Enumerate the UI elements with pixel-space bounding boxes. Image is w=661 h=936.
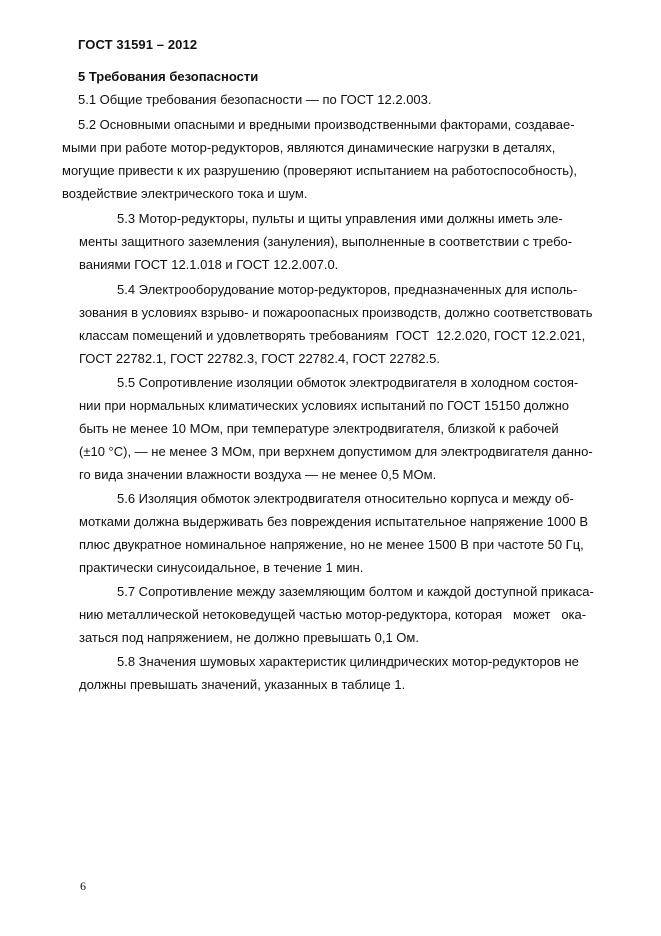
- paragraph-5-2-line-4: воздействие электрического тока и шум.: [62, 186, 308, 201]
- section-title: 5 Требования безопасности: [78, 69, 259, 84]
- paragraph-5-5-line-5: го вида значении влажности воздуха — не менее 0,5 МОм.: [79, 467, 437, 482]
- paragraph-5-2-line-3: могущие привести к их разрушению (проверяют испытанием на работоспособность),: [62, 163, 578, 178]
- paragraph-5-4-line-3: классам помещений и удовлетворять требованиям ГОСТ 12.2.020, ГОСТ 12.2.021,: [79, 328, 586, 343]
- paragraph-5-4-line-1: 5.4 Электрооборудование мотор-редукторов, предназначенных для исполь-: [117, 282, 578, 297]
- paragraph-5-7-line-2: нию металлической нетоковедущей частью мотор-редуктора, которая может ока-: [79, 607, 587, 622]
- paragraph-5-8-line-2: должны превышать значений, указанных в таблице 1.: [79, 677, 406, 692]
- paragraph-5-6-line-3: плюс двукратное номинальное напряжение, но не менее 1500 В при частоте 50 Гц,: [79, 537, 584, 552]
- paragraph-5-6-line-4: практически синусоидальное, в течение 1 мин.: [79, 560, 364, 575]
- page-number: 6: [80, 879, 86, 893]
- document-header: ГОСТ 31591 – 2012: [78, 37, 198, 52]
- paragraph-5-6-line-2: мотками должна выдерживать без повреждения испытательное напряжение 1000 В: [79, 514, 588, 529]
- paragraph-5-5-line-4: (±10 °С), — не менее 3 МОм, при верхнем допустимом для электродвигателя данно-: [79, 444, 593, 459]
- paragraph-5-7-line-3: заться под напряжением, не должно превышать 0,1 Ом.: [79, 630, 419, 645]
- paragraph-5-2-line-1: 5.2 Основными опасными и вредными производственными факторами, создавае-: [78, 117, 575, 132]
- paragraph-5-4-line-4: ГОСТ 22782.1, ГОСТ 22782.3, ГОСТ 22782.4, ГОСТ 22782.5.: [79, 351, 440, 366]
- paragraph-5-1-line-1: 5.1 Общие требования безопасности — по ГОСТ 12.2.003.: [78, 92, 432, 107]
- paragraph-5-3-line-3: ваниями ГОСТ 12.1.018 и ГОСТ 12.2.007.0.: [79, 257, 339, 272]
- paragraph-5-3-line-2: менты защитного заземления (зануления), выполненные в соответствии с требо-: [79, 234, 573, 249]
- paragraph-5-5-line-3: быть не менее 10 МОм, при температуре электродвигателя, близкой к рабочей: [79, 421, 559, 436]
- paragraph-5-2-line-2: мыми при работе мотор-редукторов, являются динамические нагрузки в деталях,: [62, 140, 556, 155]
- paragraph-5-5-line-2: нии при нормальных климатических условиях испытаний по ГОСТ 15150 должно: [79, 398, 570, 413]
- paragraph-5-6-line-1: 5.6 Изоляция обмоток электродвигателя относительно корпуса и между об-: [117, 491, 574, 506]
- paragraph-5-3-line-1: 5.3 Мотор-редукторы, пульты и щиты управления ими должны иметь эле-: [117, 211, 563, 226]
- paragraph-5-5-line-1: 5.5 Сопротивление изоляции обмоток электродвигателя в холодном состоя-: [117, 375, 579, 390]
- paragraph-5-4-line-2: зования в условиях взрыво- и пожароопасных производств, должно соответствовать: [79, 305, 593, 320]
- paragraph-5-7-line-1: 5.7 Сопротивление между заземляющим болтом и каждой доступной прикаса-: [117, 584, 594, 599]
- paragraph-5-8-line-1: 5.8 Значения шумовых характеристик цилиндрических мотор-редукторов не: [117, 654, 579, 669]
